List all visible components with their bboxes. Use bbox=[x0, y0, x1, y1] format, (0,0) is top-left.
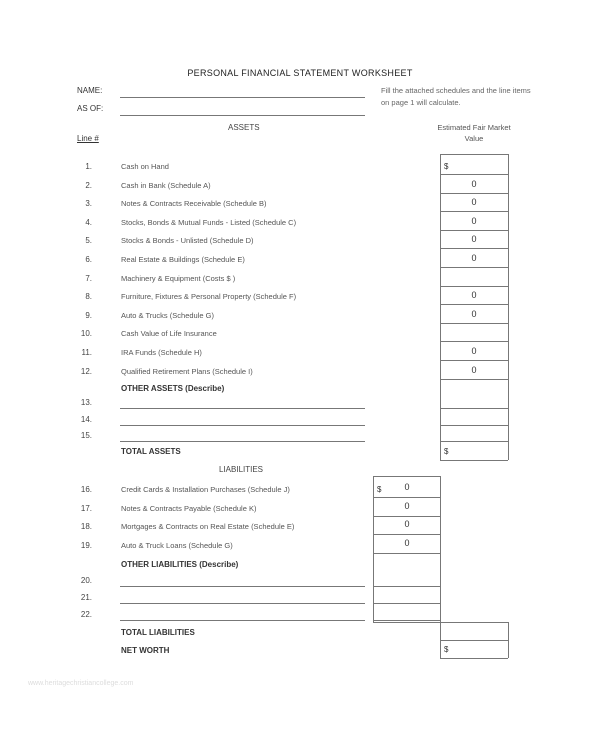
assets-heading: ASSETS bbox=[228, 123, 260, 132]
asset-row-divider bbox=[440, 304, 508, 305]
asset-value-cell[interactable]: 0 bbox=[471, 308, 477, 319]
line-number: 13. bbox=[80, 398, 92, 407]
asset-row-divider bbox=[440, 174, 508, 175]
line-number: 7. bbox=[85, 273, 92, 283]
assets-column-bottom-border bbox=[440, 460, 508, 461]
liability-value-cell[interactable]: 0 bbox=[404, 500, 410, 511]
watermark: www.heritagechristiancollege.com bbox=[28, 680, 134, 687]
asset-row-divider bbox=[440, 230, 508, 231]
page-title: PERSONAL FINANCIAL STATEMENT WORKSHEET bbox=[187, 68, 413, 78]
asset-row-label: Stocks, Bonds & Mutual Funds - Listed (Schedule C) bbox=[121, 217, 297, 227]
totals-box-right-border bbox=[508, 622, 509, 658]
liability-value-cell[interactable]: 0 bbox=[404, 519, 410, 530]
asset-value-cell[interactable]: 0 bbox=[471, 234, 477, 245]
asset-row-label: IRA Funds (Schedule H) bbox=[121, 348, 202, 357]
liability-value-cell[interactable]: 0 bbox=[404, 482, 410, 492]
line-number: 5. bbox=[85, 236, 92, 246]
line-number: 19. bbox=[80, 540, 92, 550]
line-number: 16. bbox=[80, 485, 92, 494]
asset-row-label: Cash in Bank (Schedule A) bbox=[121, 180, 211, 190]
asset-value-cell[interactable]: $ bbox=[444, 162, 449, 171]
other-asset-value-divider bbox=[440, 408, 508, 409]
as-of-label: AS OF: bbox=[77, 104, 104, 113]
asset-row-label: Cash Value of Life Insurance bbox=[121, 329, 217, 339]
other-asset-value-divider bbox=[440, 441, 508, 442]
line-number: 17. bbox=[80, 503, 92, 513]
asset-value-cell[interactable]: 0 bbox=[471, 253, 477, 263]
asset-row-label: Auto & Trucks (Schedule G) bbox=[121, 310, 214, 320]
liabilities-heading: LIABILITIES bbox=[219, 465, 264, 474]
asset-row-divider bbox=[440, 379, 508, 380]
asset-row-label: Cash on Hand bbox=[121, 162, 169, 171]
other-liability-value-divider bbox=[373, 620, 440, 621]
value-column-header: Estimated Fair Market Value bbox=[437, 123, 511, 143]
assets-column-left-border bbox=[440, 154, 441, 460]
liability-row-divider bbox=[373, 534, 440, 535]
asset-row-label: Notes & Contracts Receivable (Schedule B) bbox=[121, 199, 267, 209]
name-label: NAME: bbox=[77, 86, 103, 95]
assets-column-top-border bbox=[440, 154, 508, 155]
line-number: 11. bbox=[81, 348, 92, 357]
liability-row-divider bbox=[373, 497, 440, 498]
asset-value-cell[interactable]: 0 bbox=[471, 364, 477, 375]
line-number: 10. bbox=[80, 329, 92, 339]
asset-value-cell[interactable]: 0 bbox=[471, 346, 477, 356]
asset-row-label: Furniture, Fixtures & Personal Property (Schedule F) bbox=[121, 292, 297, 302]
liability-row-label: Credit Cards & Installation Purchases (Schedule J) bbox=[121, 485, 290, 494]
other-asset-line[interactable] bbox=[120, 441, 365, 442]
line-number: 4. bbox=[85, 217, 92, 227]
totals-box-bottom-border bbox=[440, 658, 508, 659]
asset-row-divider bbox=[440, 248, 508, 249]
other-assets-label: OTHER ASSETS (Describe) bbox=[121, 384, 225, 393]
asset-value-cell[interactable]: 0 bbox=[471, 215, 477, 226]
liability-row-label: Notes & Contracts Payable (Schedule K) bbox=[121, 503, 257, 513]
other-asset-line[interactable] bbox=[120, 408, 365, 409]
liability-row-label: Mortgages & Contracts on Real Estate (Schedule E) bbox=[121, 522, 295, 532]
asset-row-label: Stocks & Bonds - Unlisted (Schedule D) bbox=[121, 236, 254, 246]
asset-value-cell[interactable]: 0 bbox=[471, 290, 477, 301]
line-number: 21. bbox=[80, 593, 92, 602]
line-column-header: Line # bbox=[77, 134, 99, 143]
line-number: 14. bbox=[80, 414, 92, 424]
liability-row-label: Auto & Truck Loans (Schedule G) bbox=[121, 540, 233, 550]
total-assets-value[interactable]: $ bbox=[444, 447, 449, 456]
liabilities-column-right-border bbox=[440, 476, 441, 622]
asset-value-cell[interactable]: 0 bbox=[471, 197, 477, 208]
line-number: 22. bbox=[80, 610, 92, 619]
line-number: 15. bbox=[80, 431, 92, 440]
asset-row-divider bbox=[440, 323, 508, 324]
asset-value-cell[interactable]: 0 bbox=[471, 178, 477, 189]
instruction-note: Fill the attached schedules and the line items on page 1 will calculate. bbox=[381, 86, 531, 107]
other-asset-line[interactable] bbox=[120, 425, 365, 426]
line-number: 6. bbox=[85, 255, 92, 264]
asset-row-label: Machinery & Equipment (Costs $ ) bbox=[121, 273, 236, 283]
other-asset-value-divider bbox=[440, 425, 508, 426]
other-liability-line[interactable] bbox=[120, 620, 365, 621]
totals-box-top-border bbox=[373, 622, 508, 623]
other-liabilities-label: OTHER LIABILITIES (Describe) bbox=[121, 560, 239, 569]
line-number: 20. bbox=[80, 576, 92, 585]
asset-row-divider bbox=[440, 360, 508, 361]
asset-row-divider bbox=[440, 211, 508, 212]
line-number: 3. bbox=[85, 199, 92, 209]
totals-box-mid-border bbox=[440, 640, 508, 641]
liability-value-cell[interactable]: 0 bbox=[404, 537, 410, 548]
line-number: 2. bbox=[85, 180, 92, 190]
total-liabilities-label: TOTAL LIABILITIES bbox=[121, 628, 195, 637]
line-number: 12. bbox=[80, 366, 92, 376]
asset-row-divider bbox=[440, 267, 508, 268]
other-liability-value-divider bbox=[373, 586, 440, 587]
other-liability-line[interactable] bbox=[120, 586, 365, 587]
other-liability-line[interactable] bbox=[120, 603, 365, 604]
total-assets-label: TOTAL ASSETS bbox=[121, 447, 181, 456]
liability-row-divider bbox=[373, 516, 440, 517]
liability-row-divider bbox=[373, 553, 440, 554]
name-field[interactable] bbox=[120, 97, 365, 98]
as-of-field[interactable] bbox=[120, 115, 365, 116]
asset-row-divider bbox=[440, 193, 508, 194]
liabilities-column-top-border bbox=[373, 476, 440, 477]
net-worth-value[interactable]: $ bbox=[444, 645, 449, 654]
line-number: 1. bbox=[85, 162, 92, 171]
assets-column-right-border bbox=[508, 154, 509, 460]
line-number: 18. bbox=[80, 522, 92, 532]
asset-row-divider bbox=[440, 286, 508, 287]
line-number: 9. bbox=[85, 310, 92, 320]
other-liability-value-divider bbox=[373, 603, 440, 604]
liability-dollar-sign: $ bbox=[377, 485, 382, 494]
asset-row-label: Real Estate & Buildings (Schedule E) bbox=[121, 255, 245, 264]
line-number: 8. bbox=[85, 292, 92, 302]
asset-row-divider bbox=[440, 341, 508, 342]
asset-row-label: Qualified Retirement Plans (Schedule I) bbox=[121, 366, 253, 376]
net-worth-label: NET WORTH bbox=[121, 646, 170, 655]
